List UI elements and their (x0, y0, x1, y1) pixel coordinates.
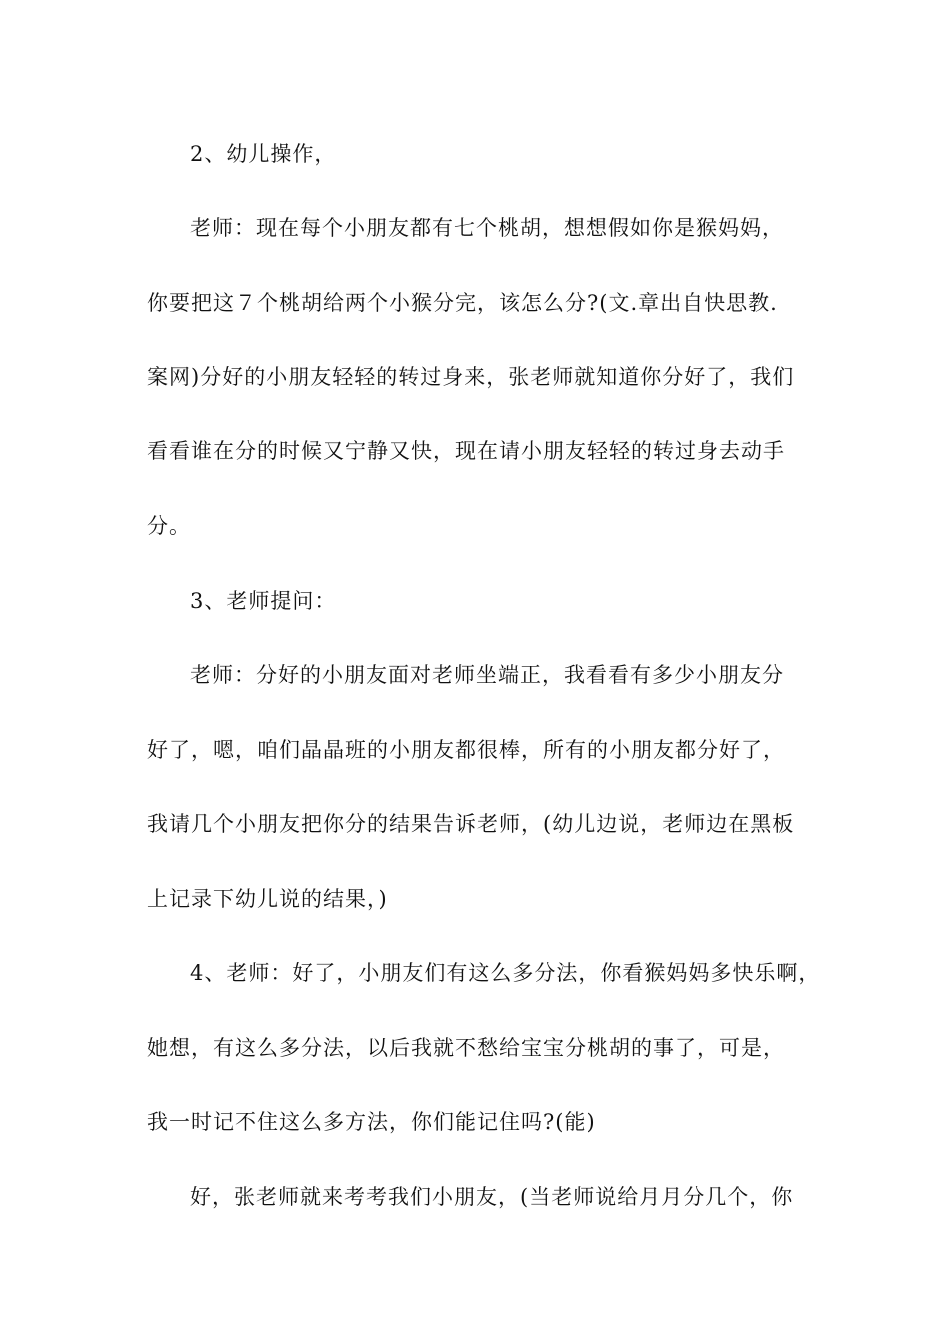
paragraph-line: 老师：现在每个小朋友都有七个桃胡，想想假如你是猴妈妈， (190, 216, 784, 240)
paragraph-line: 老师：分好的小朋友面对老师坐端正，我看看有多少小朋友分 (190, 663, 784, 687)
paragraph-line: 她想，有这么多分法，以后我就不愁给宝宝分桃胡的事了，可是， (147, 1036, 785, 1060)
paragraph-line: 案网)分好的小朋友轻轻的转过身来，张老师就知道你分好了，我们 (147, 365, 795, 389)
paragraph-line: 好，张老师就来考考我们小朋友，(当老师说给月月分几个，你 (190, 1185, 794, 1209)
paragraph-line: 我一时记不住这么多方法，你们能记住吗?(能) (147, 1110, 596, 1134)
paragraph-line: 分。 (147, 514, 191, 538)
section-heading-2: 2、幼儿操作， (190, 142, 337, 166)
paragraph-line: 看看谁在分的时候又宁静又快，现在请小朋友轻轻的转过身去动手 (147, 439, 785, 463)
paragraph-line: 我请几个小朋友把你分的结果告诉老师，(幼儿边说，老师边在黑板 (147, 812, 795, 836)
paragraph-line: 上记录下幼儿说的结果，) (147, 887, 388, 911)
paragraph-line: 你要把这７个桃胡给两个小猴分完，该怎么分?(文.章出自快思教. (147, 291, 778, 315)
section-heading-4: 4、老师：好了，小朋友们有这么多分法，你看猴妈妈多快乐啊， (190, 961, 821, 985)
section-heading-3: 3、老师提问： (190, 589, 337, 613)
paragraph-line: 好了，嗯，咱们晶晶班的小朋友都很棒，所有的小朋友都分好了， (147, 738, 785, 762)
